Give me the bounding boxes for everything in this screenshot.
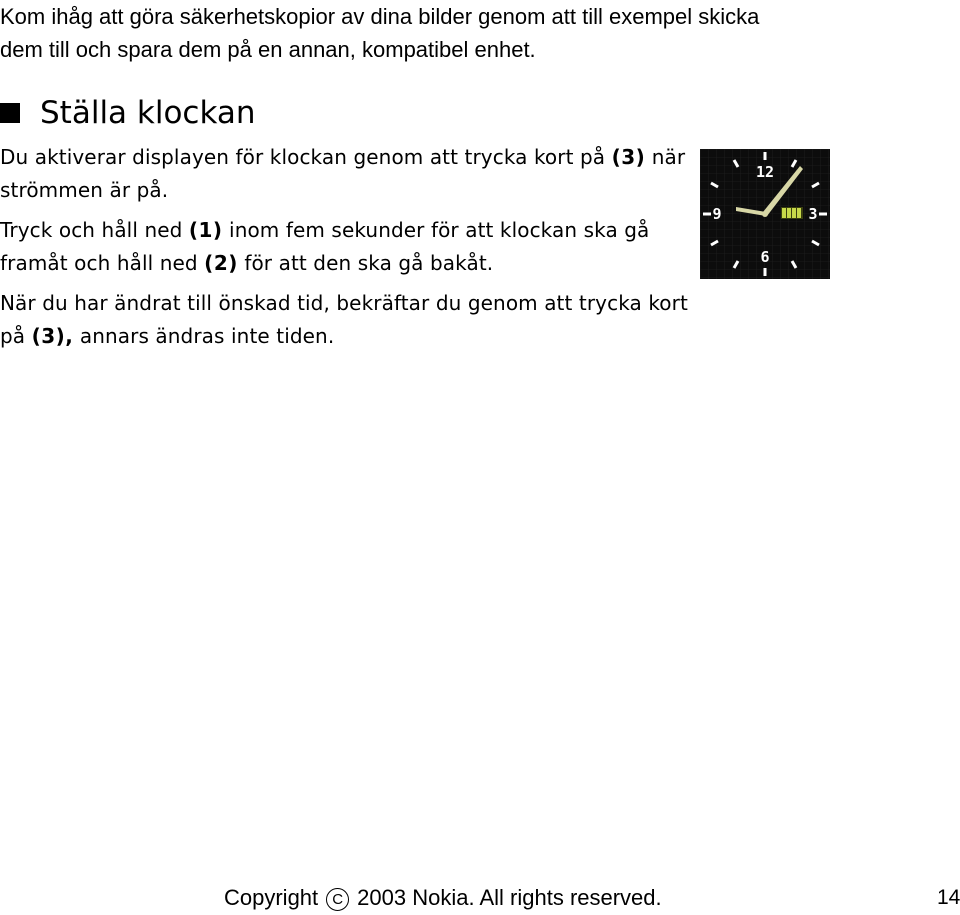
key-reference-3: (3), [31,324,74,348]
clock-center-pin [762,211,768,217]
paragraph-text: Tryck och håll ned [0,218,189,242]
paragraph-text: När du har ändrat till önskad tid, bekräftar du genom att trycka kort på [0,291,688,348]
copyright-word: Copyright [224,885,319,910]
intro-text [0,0,820,66]
section-title: Ställa klockan [40,95,256,131]
footer-copyright [224,883,662,913]
paragraph-text: inom fem sekunder för att klockan ska gå framåt och håll ned [0,218,650,275]
intro-line-1: Kom ihåg att göra säkerhetskopior av dina bilder genom att till exempel skicka [0,4,760,29]
paragraph-confirm-time [0,287,690,353]
copyright-icon: C [326,888,349,911]
date-window [781,207,803,219]
paragraph-text: när strömmen är på. [0,145,686,202]
paragraph-adjust-time [0,214,690,280]
clock-display-illustration [700,149,830,279]
paragraph-text: Du aktiverar displayen för klockan genom att trycka kort på [0,145,612,169]
key-reference-3: (3) [611,145,646,169]
section-heading [0,93,256,133]
copyright-notice: 2003 Nokia. All rights reserved. [357,885,662,910]
intro-line-2: dem till och spara dem på en annan, kompatibel enhet. [0,37,536,62]
square-bullet-icon [0,103,20,123]
paragraph-text: annars ändras inte tiden. [73,324,335,348]
clock-numeral-6: 6 [760,248,770,266]
clock-numeral-12: 12 [755,163,775,181]
clock-numeral-3: 3 [808,205,818,223]
page-number: 14 [937,886,960,909]
clock-numeral-9: 9 [712,205,722,223]
paragraph-activate-display [0,141,690,207]
key-reference-2: (2) [204,251,238,275]
paragraph-text: för att den ska gå bakåt. [237,251,494,275]
key-reference-1: (1) [188,218,223,242]
